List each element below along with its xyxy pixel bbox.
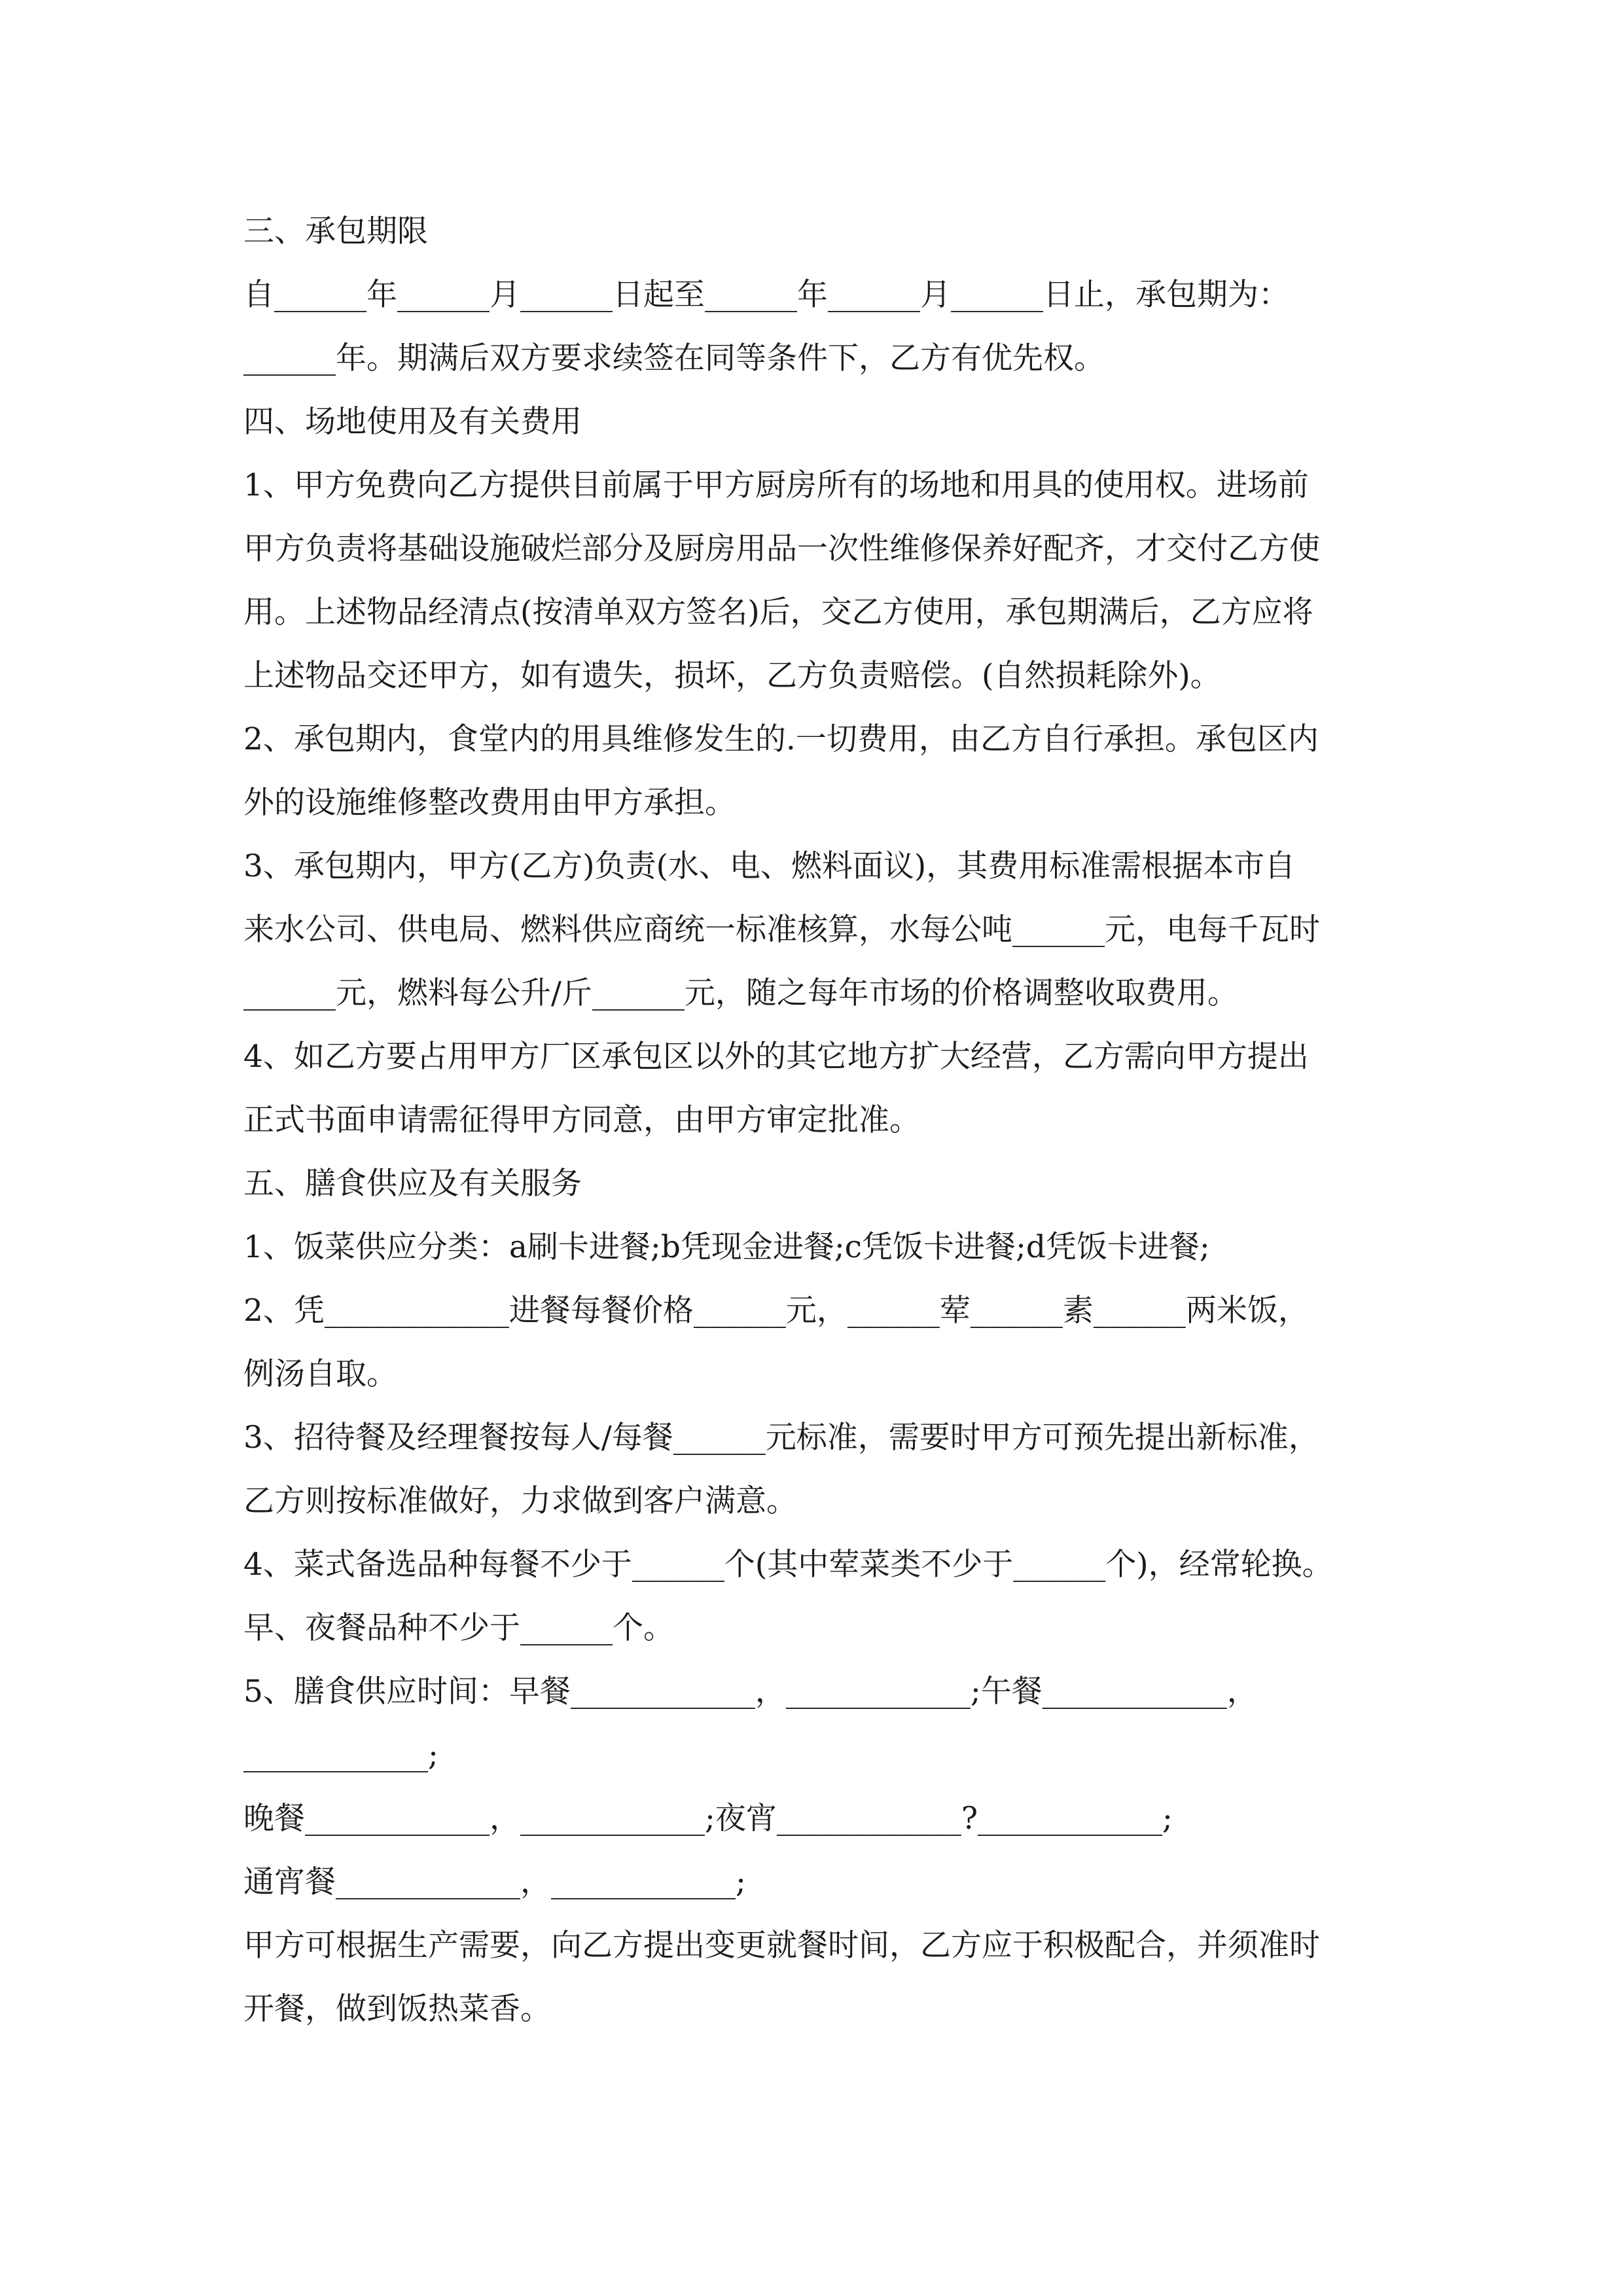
paragraph-line: 外的设施维修整改费用由甲方承担。 (243, 785, 736, 821)
paragraph-line: 甲方负责将基础设施破烂部分及厨房用品一次性维修保养好配齐，才交付乙方使 (243, 531, 1320, 567)
paragraph-line: 4、菜式备选品种每餐不少于______个(其中荤菜类不少于______个)，经常轮换。 (243, 1547, 1333, 1583)
paragraph-line: 3、招待餐及经理餐按每人/每餐______元标准，需要时甲方可预先提出新标准， (243, 1420, 1319, 1456)
paragraph-line: 3、承包期内，甲方(乙方)负责(水、电、燃料面议)，其费用标准需根据本市自 (243, 848, 1296, 884)
paragraph-line: 正式书面申请需征得甲方同意，由甲方审定批准。 (243, 1102, 920, 1138)
paragraph-line: 乙方则按标准做好，力求做到客户满意。 (243, 1483, 797, 1519)
paragraph-line: 例汤自取。 (243, 1356, 397, 1392)
paragraph-line: 晚餐____________，____________;夜宵____________?____________; (243, 1801, 1173, 1837)
paragraph-line: ______元，燃料每公升/斤______元，随之每年市场的价格调整收取费用。 (243, 975, 1238, 1011)
paragraph-line: 1、饭菜供应分类：a刷卡进餐;b凭现金进餐;c凭饭卡进餐;d凭饭卡进餐; (243, 1229, 1210, 1265)
section-heading-term: 三、承包期限 (243, 213, 428, 249)
paragraph-line: 2、凭____________进餐每餐价格______元，______荤______素______两米饭， (243, 1293, 1309, 1329)
paragraph-line: 通宵餐____________，____________; (243, 1864, 746, 1900)
section-heading-site-usage: 四、场地使用及有关费用 (243, 404, 582, 440)
paragraph-line: 2、承包期内，食堂内的用具维修发生的.一切费用，由乙方自行承担。承包区内 (243, 721, 1319, 757)
paragraph-line: ______年。期满后双方要求续签在同等条件下，乙方有优先权。 (243, 340, 1105, 376)
paragraph-line: 用。上述物品经清点(按清单双方签名)后，交乙方使用，承包期满后，乙方应将 (243, 594, 1313, 630)
paragraph-line: 来水公司、供电局、燃料供应商统一标准核算，水每公吨______元，电每千瓦时 (243, 912, 1320, 948)
paragraph-line: 1、甲方免费向乙方提供目前属于甲方厨房所有的场地和用具的使用权。进场前 (243, 467, 1309, 503)
paragraph-line: 开餐，做到饭热菜香。 (243, 1991, 551, 2027)
paragraph-line: 5、膳食供应时间：早餐____________，____________;午餐____________， (243, 1674, 1258, 1710)
paragraph-line: 自______年______月______日起至______年______月______日止，承包期为： (243, 277, 1289, 313)
paragraph-line: ____________; (243, 1737, 438, 1773)
document-body (243, 200, 1395, 2041)
paragraph-line: 上述物品交还甲方，如有遗失，损坏，乙方负责赔偿。(自然损耗除外)。 (243, 658, 1221, 694)
paragraph-line: 甲方可根据生产需要，向乙方提出变更就餐时间，乙方应于积极配合，并须准时 (243, 1928, 1320, 1964)
section-heading-meal-service: 五、膳食供应及有关服务 (243, 1166, 582, 1202)
paragraph-line: 4、如乙方要占用甲方厂区承包区以外的其它地方扩大经营，乙方需向甲方提出 (243, 1039, 1309, 1075)
paragraph-line: 早、夜餐品种不少于______个。 (243, 1610, 674, 1646)
